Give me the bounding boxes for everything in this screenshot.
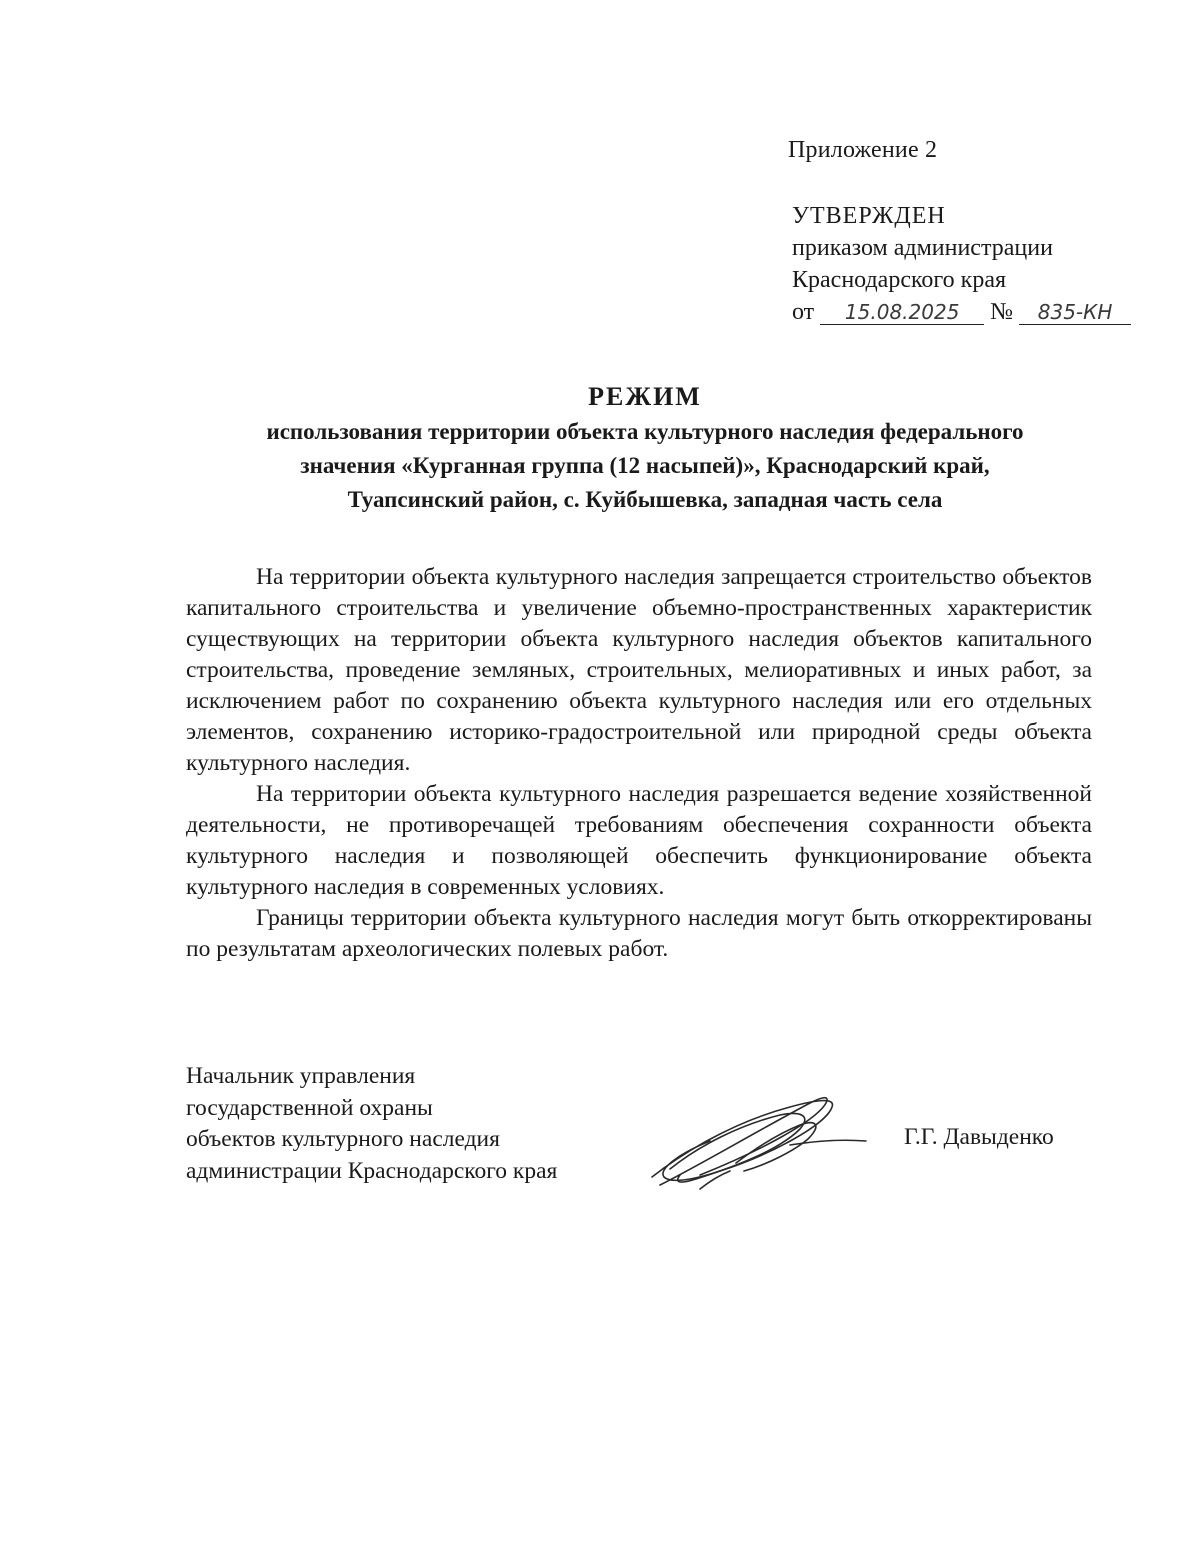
title-main: РЕЖИМ bbox=[588, 382, 702, 411]
signatory-position-line-2: государственной охраны bbox=[186, 1094, 433, 1121]
date-prefix: от bbox=[792, 299, 815, 325]
body-paragraph-2: На территории объекта культурного наследия разрешается ведение хозяйственной деятельности, не противоречащей требованиям обеспечения сохранности объекта культурного наследия и позволяющей обеспечить функционирование объекта культурного наследия в современных условиях. bbox=[186, 781, 1092, 900]
handwritten-signature bbox=[640, 1085, 870, 1195]
approved-heading: УТВЕРЖДЕН bbox=[792, 203, 946, 229]
signatory-position-line-4: администрации Краснодарского края bbox=[186, 1157, 558, 1184]
signatory-name: Г.Г. Давыденко bbox=[904, 1124, 1054, 1150]
order-date-handwritten: 15.08.2025 bbox=[820, 300, 984, 325]
number-prefix: № bbox=[990, 299, 1014, 325]
title-line-3: Туапсинский район, с. Куйбышевка, западная часть села bbox=[347, 487, 943, 512]
body-paragraph-3: Границы территории объекта культурного наследия могут быть откорректированы по результатам археологических полевых работ. bbox=[186, 905, 1092, 962]
title-line-1: использования территории объекта культурного наследия федерального bbox=[266, 419, 1024, 444]
appendix-label: Приложение 2 bbox=[788, 137, 938, 163]
order-date-number-line bbox=[792, 296, 1131, 328]
title-line-2: значения «Курганная группа (12 насыпей)», Краснодарский край, bbox=[300, 453, 990, 478]
signatory-position bbox=[186, 1061, 557, 1187]
signatory-position-line-1: Начальник управления bbox=[186, 1063, 416, 1089]
approved-by-line-1: приказом администрации bbox=[792, 235, 1053, 261]
document-body bbox=[186, 562, 1092, 965]
approved-by-line-2: Краснодарского края bbox=[792, 267, 1007, 293]
signatory-position-line-3: объектов культурного наследия bbox=[186, 1126, 500, 1152]
body-paragraph-1: На территории объекта культурного наследия запрещается строительство объектов капитального строительства и увеличение объемно-пространственных характеристик существующих на территории объекта культурного наследия объектов капитального строительства, проведение земляных, строительных, мелиоративных и иных работ, за исключением работ по сохранению объекта культурного наследия или его отдельных элементов, сохранению историко-градостроительной или природной среды объекта культурного наследия. bbox=[186, 564, 1092, 776]
order-number-handwritten: 835-КН bbox=[1019, 300, 1131, 325]
approval-stamp-block bbox=[792, 200, 1131, 328]
document-title bbox=[150, 380, 1140, 516]
